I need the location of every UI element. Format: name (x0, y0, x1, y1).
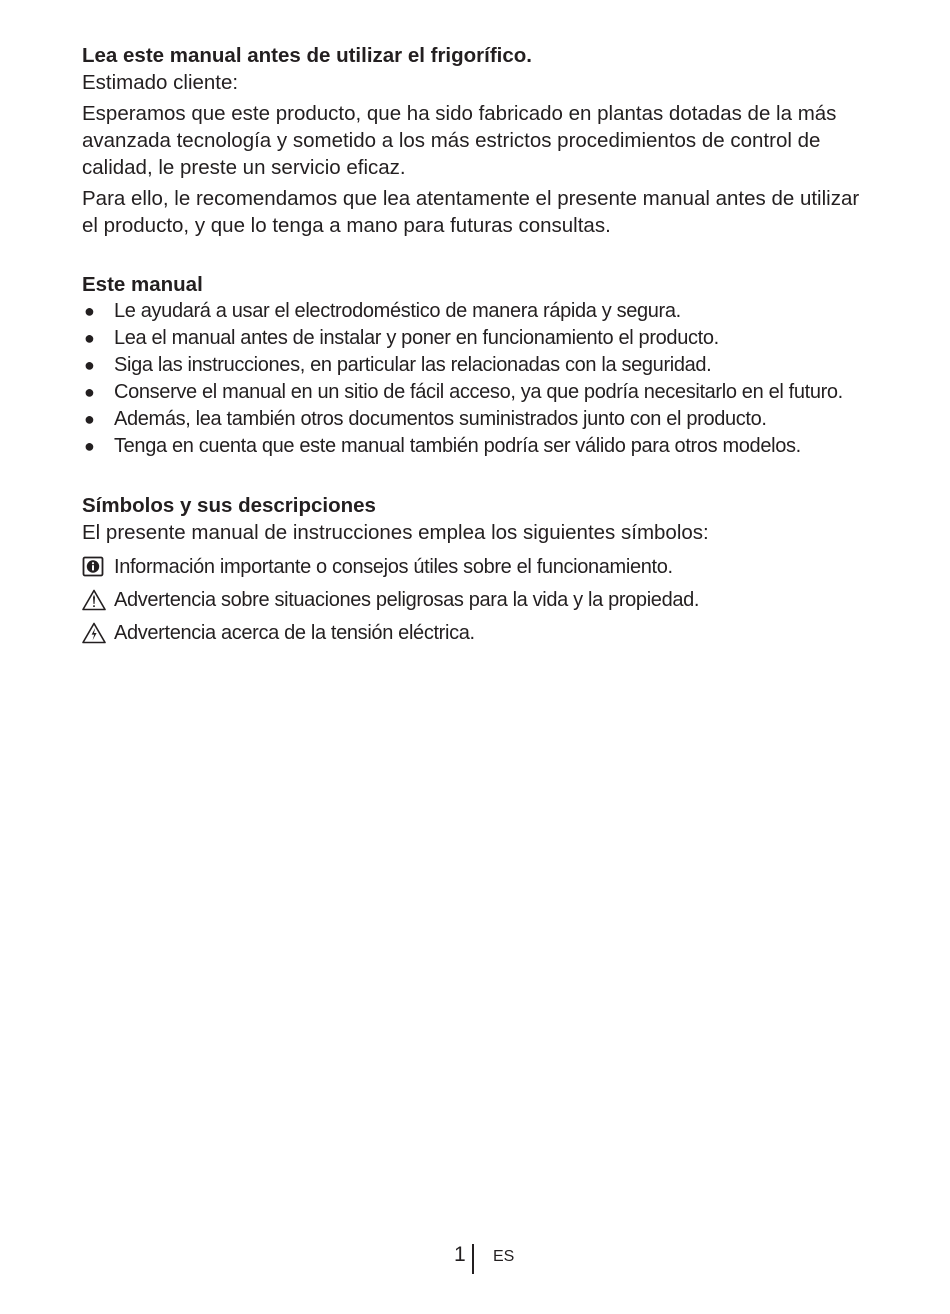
footer-divider (472, 1244, 474, 1274)
symbol-row-warning: Advertencia sobre situaciones peligrosas para la vida y la propiedad. (82, 587, 872, 614)
page-footer (0, 1242, 950, 1276)
list-item: ● Además, lea también otros documentos suministrados junto con el producto. (82, 406, 872, 433)
page-title: Lea este manual antes de utilizar el frigorífico. (82, 44, 532, 67)
bullet-icon: ● (84, 355, 95, 375)
list-item: ● Conserve el manual en un sitio de fácil acceso, ya que podría necesitarlo en el futuro. (82, 379, 872, 406)
page-number: 1 (454, 1243, 466, 1266)
bullet-icon: ● (84, 301, 95, 321)
manual-section-heading: Este manual (82, 273, 203, 296)
bullet-icon: ● (84, 409, 95, 429)
intro-paragraph-1: Esperamos que este producto, que ha sido fabricado en plantas dotadas de la más avanzada tecnología y sometido a los más estrictos procedimientos de control de calidad, le preste un servicio eficaz. (82, 102, 837, 179)
symbols-intro: El presente manual de instrucciones emplea los siguientes símbolos: (82, 521, 709, 544)
intro-paragraph-2: Para ello, le recomendamos que lea atentamente el presente manual antes de utilizar el producto, y que lo tenga a mano para futuras consultas. (82, 187, 860, 237)
manual-bullet-list (82, 298, 872, 460)
manual-section (82, 271, 872, 460)
bullet-icon: ● (84, 436, 95, 456)
list-item: ● Siga las instrucciones, en particular las relacionadas con la seguridad. (82, 352, 872, 379)
manual-page (82, 42, 872, 653)
info-icon (82, 556, 106, 578)
bullet-icon: ● (84, 328, 95, 348)
symbol-row-info: Información importante o consejos útiles sobre el funcionamiento. (82, 554, 872, 581)
symbol-row-electric: Advertencia acerca de la tensión eléctrica. (82, 620, 872, 647)
bullet-icon: ● (84, 382, 95, 402)
list-item: ● Le ayudará a usar el electrodoméstico de manera rápida y segura. (82, 298, 872, 325)
symbols-section-heading: Símbolos y sus descripciones (82, 494, 376, 517)
language-code: ES (493, 1248, 515, 1265)
symbols-section (82, 492, 872, 647)
greeting: Estimado cliente: (82, 71, 239, 94)
list-item: ● Tenga en cuenta que este manual también podría ser válido para otros modelos. (82, 433, 872, 460)
warning-triangle-icon (82, 589, 106, 611)
list-item: ● Lea el manual antes de instalar y poner en funcionamiento el producto. (82, 325, 872, 352)
electric-warning-icon (82, 622, 106, 644)
